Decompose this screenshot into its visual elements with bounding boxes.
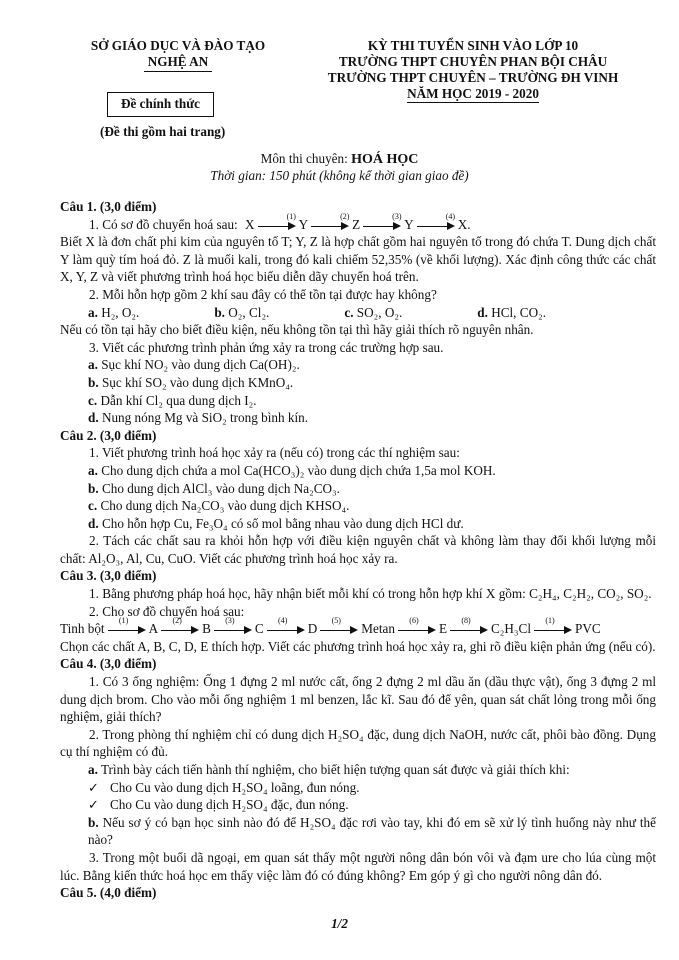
province: NGHỆ AN: [144, 54, 212, 72]
q3-scheme: Tinh bột (1) A (2) B (3) C (4) D (5) Metan (6) E (8) C₂H₃Cl (1) PVC: [60, 616, 601, 637]
arrow-icon: (4): [417, 221, 455, 231]
q4-p3: 3. Trong một buổi dã ngoại, em quan sát thấy một người nông dân bón vôi và đạm ure cho lúa cùng một lúc. Bằng kiến thức hoá học em thấy việc làm đó có đúng không? Em góp ý gì cho người nông dân đó.: [60, 849, 656, 883]
q1-p3-d: d. Nung nóng Mg và SiO₂ trong bình kín.: [88, 410, 309, 426]
q1-p2-note: Nếu có tồn tại hãy cho biết điều kiện, nếu không tồn tại thì hãy giải thích rõ nguyên nhân.: [60, 322, 534, 338]
q3-p2-text: Chọn các chất A, B, C, D, E thích hợp. Viết các phương trình hoá học xảy ra, ghi rõ điều kiện phản ứng (nếu có).: [60, 638, 656, 654]
q2-heading: Câu 2. (3,0 điểm): [60, 427, 157, 443]
arrow-icon: (3): [214, 625, 252, 635]
q3-p2-intro: 2. Cho sơ đồ chuyển hoá sau:: [89, 603, 245, 619]
q1-opt-c: c. SO₂, O₂.: [344, 304, 403, 320]
arrow-icon: (3): [363, 221, 401, 231]
q4-a: a. Trình bày cách tiến hành thí nghiệm, cho biết hiện tượng quan sát được và giải thích khi:: [88, 762, 570, 777]
school-year: NĂM HỌC 2019 - 2020: [407, 86, 539, 101]
q2-p2: 2. Tách các chất sau ra khỏi hỗn hợp với điều kiện nguyên chất và không làm thay đổi khối lượng mỗi chất: Al₂O₃, Al, Cu, CuO. Viết các phương trình hoá học xảy ra.: [60, 533, 656, 566]
q1-p1-intro: 1. Có sơ đồ chuyển hoá sau: X (1) Y (2) Z (3) Y (4) X.: [89, 211, 471, 232]
arrow-icon: (2): [311, 221, 349, 231]
arrow-icon: (1): [108, 625, 146, 635]
q2-p1-intro: 1. Viết phương trình hoá học xảy ra (nếu có) trong các thí nghiệm sau:: [89, 445, 460, 461]
arrow-icon: (8): [450, 625, 488, 635]
q1-p3-b: b. Sục khí SO₂ vào dung dịch KMnO₄.: [88, 374, 294, 390]
q1-p3-intro: 3. Viết các phương trình phản ứng xảy ra trong các trường hợp sau.: [89, 339, 444, 355]
q1-opt-a: a. H₂, O₂.: [88, 304, 140, 320]
q3-p1: 1. Bằng phương pháp hoá học, hãy nhận biết mỗi khí có trong hỗn hợp khí X gồm: C₂H₄, C₂H₂, CO₂, SO₂.: [89, 586, 652, 602]
q2-b: b. Cho dung dịch AlCl₃ vào dung dịch Na₂CO₃.: [88, 480, 340, 496]
arrow-icon: (1): [258, 221, 296, 231]
official-exam-box: Đề chính thức: [107, 92, 214, 117]
q1-scheme: X (1) Y (2) Z (3) Y (4) X.: [245, 211, 471, 232]
q4-p2: 2. Trong phòng thí nghiệm chỉ có dung dịch H₂SO₄ đặc, dung dịch NaOH, nước cất, phôi bào đồng. Dụng cụ thí nghiệm có đủ.: [60, 726, 656, 760]
q4-p1: 1. Có 3 ống nghiệm: Ống 1 đựng 2 ml nước cất, ống 2 đựng 2 ml dầu ăn (dầu thực vật), ống 3 đựng 2 ml dung dịch brom. Cho vào mỗi ống nghiệm 1 ml benzen, lắc kĩ. Sau đó để yên, quan sát chất lỏng trong mỗi ống nghiệm, giải thích?: [60, 674, 656, 725]
school-line-1: TRƯỜNG THPT CHUYÊN PHAN BỘI CHÂU: [338, 54, 608, 69]
q4-b: b. Nếu sơ ý có bạn học sinh nào đó để H₂SO₄ đặc rơi vào tay, khi đó em sẽ xử lý tình huống này như thế nào?: [88, 814, 657, 848]
q1-opt-b: b. O₂, Cl₂.: [214, 304, 270, 320]
q2-d: d. Cho hỗn hợp Cu, Fe₃O₄ có số mol bằng nhau vào dung dịch HCl dư.: [88, 515, 464, 531]
pages-note: (Đề thi gồm hai trang): [100, 124, 226, 139]
exam-title: KỲ THI TUYỂN SINH VÀO LỚP 10: [367, 38, 579, 53]
school-line-2: TRƯỜNG THPT CHUYÊN – TRƯỜNG ĐH VINH: [327, 70, 619, 85]
q2-a: a. Cho dung dịch chứa a mol Ca(HCO₃)₂ vào dung dịch chứa 1,5a mol KOH.: [88, 462, 496, 478]
q1-p3-a: a. Sục khí NO₂ vào dung dịch Ca(OH)₂.: [88, 357, 300, 373]
time-limit: Thời gian: 150 phút (không kể thời gian giao đề): [210, 168, 469, 183]
q4-check-1: ✓ Cho Cu vào dung dịch H₂SO₄ loãng, đun nóng.: [88, 779, 360, 795]
q1-p2-options: [60, 304, 656, 322]
arrow-icon: (2): [161, 625, 199, 635]
page-number: 1/2: [331, 916, 348, 931]
exam-body: [60, 198, 656, 902]
exam-title-block: [298, 38, 648, 103]
subject-block: [0, 151, 679, 184]
subject-name: HOÁ HỌC: [351, 152, 419, 167]
q5-heading: Câu 5. (4,0 điểm): [60, 885, 157, 901]
q2-c: c. Cho dung dịch Na₂CO₃ vào dung dịch KHSO₄.: [88, 498, 350, 514]
q1-p2-intro: 2. Mỗi hỗn hợp gồm 2 khí sau đây có thể tồn tại được hay không?: [89, 286, 437, 302]
q3-heading: Câu 3. (3,0 điểm): [60, 568, 157, 584]
exam-header: [0, 38, 679, 148]
q1-opt-d: d. HCl, CO₂.: [477, 304, 546, 320]
arrow-icon: (6): [398, 625, 436, 635]
checkmark-icon: ✓: [88, 779, 100, 795]
q1-p1-text: Biết X là đơn chất phi kim của nguyên tố T; Y, Z là hợp chất gồm hai nguyên tố trong đó chứa T. Dung dịch chất Y làm quỳ tím hoá đỏ. Z là muối kali, trong đó kali chiếm 52,35% (về khối lượng). Xác định công thức các chất X, Y, Z và viết phương trình hoá học biểu diễn dãy chuyển hoá trên.: [60, 234, 656, 285]
q4-check-2: ✓ Cho Cu vào dung dịch H₂SO₄ đặc, đun nóng.: [88, 797, 349, 813]
checkmark-icon: ✓: [88, 797, 100, 813]
arrow-icon: (5): [320, 625, 358, 635]
q1-p3-c: c. Dẫn khí Cl₂ qua dung dịch I₂.: [88, 392, 257, 408]
issuing-department: SỞ GIÁO DỤC VÀ ĐÀO TẠO NGHỆ AN: [88, 38, 268, 72]
q1-heading: Câu 1. (3,0 điểm): [60, 199, 157, 214]
arrow-icon: (4): [267, 625, 305, 635]
q4-heading: Câu 4. (3,0 điểm): [60, 656, 157, 672]
subject-label: Môn thi chuyên:: [260, 151, 352, 166]
arrow-icon: (1): [534, 625, 572, 635]
